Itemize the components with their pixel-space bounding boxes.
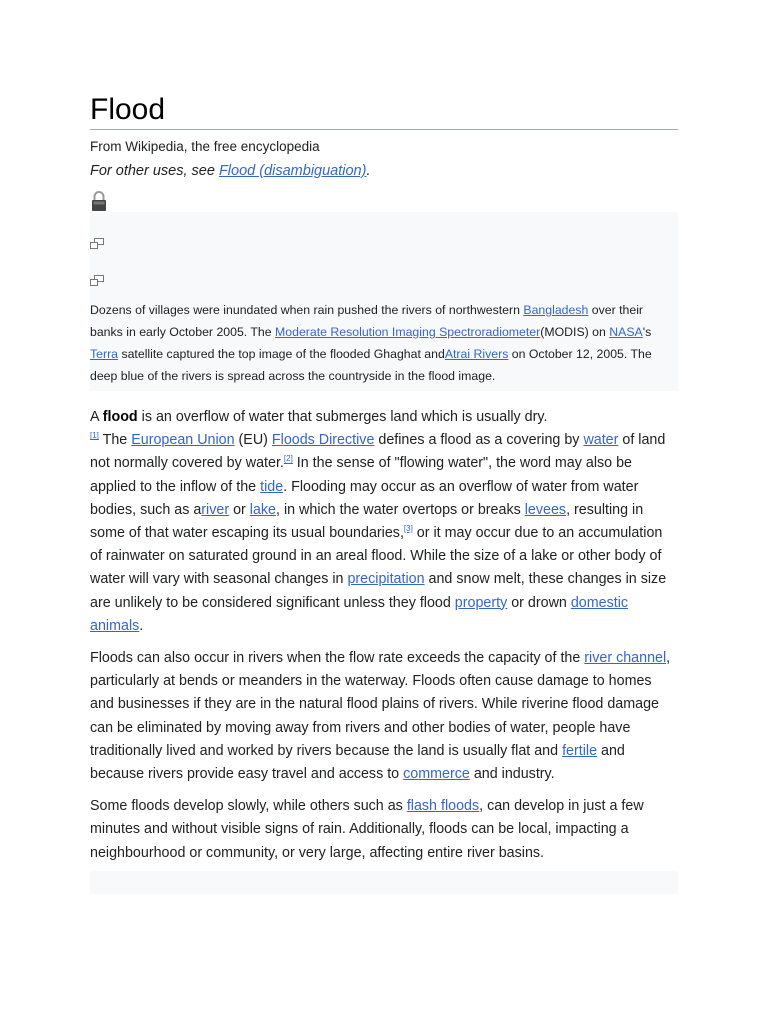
text: , can develop in just a few minutes and without visible signs of rain. Additionally, floods can be local, impacting a neighbourhood or community, or very large, affecting entire river basins. (90, 798, 644, 861)
text: Some floods develop slowly, while others such as (90, 798, 407, 815)
text: In the sense of "flowing water", the word may also be applied to the inflow of the (90, 455, 632, 495)
nasa-link[interactable]: NASA (609, 325, 643, 339)
disambiguation-link[interactable]: Flood (disambiguation) (218, 163, 367, 179)
paragraph-flash-floods (90, 795, 678, 865)
property-link[interactable]: property (454, 594, 508, 611)
paragraph-intro (90, 406, 678, 638)
text: and industry. (469, 766, 555, 783)
text: of land not normally covered by water. (90, 432, 666, 472)
domestic-animals-link[interactable]: domestic animals (90, 594, 629, 634)
modis-link[interactable]: Moderate Resolution Imaging Spectroradiometer (275, 325, 541, 339)
text: or it may occur due to an accumulation of rainwater on saturated ground in an areal flood. While the size of a lake or other body of water will vary with seasonal changes in (90, 525, 663, 588)
thumb-enlarge-1[interactable] (90, 238, 678, 250)
reference-2[interactable]: [2] (283, 454, 293, 464)
text: or drown (507, 594, 571, 611)
enlarge-icon (90, 238, 678, 249)
lake-link[interactable]: lake (249, 501, 276, 518)
atrai-rivers-link[interactable]: Atrai Rivers (444, 347, 509, 361)
caption-text: 's (642, 325, 652, 339)
page-title: Flood (90, 92, 678, 130)
text: Floods can also occur in rivers when the flow rate exceeds the capacity of the (90, 650, 585, 667)
paragraph-rivers (90, 647, 678, 786)
text: and because rivers provide easy travel and access to (90, 742, 625, 783)
text: (EU) (234, 432, 272, 449)
commerce-link[interactable]: commerce (403, 766, 470, 783)
text: or (229, 501, 250, 518)
site-tagline: From Wikipedia, the free encyclopedia (90, 139, 320, 154)
hatnote-suffix: . (366, 163, 371, 179)
water-link[interactable]: water (583, 432, 619, 449)
european-union-link[interactable]: European Union (131, 432, 235, 449)
caption-text: Dozens of villages were inundated when rain pushed the rivers of northwestern (90, 303, 524, 317)
text: defines a flood as a covering by (374, 432, 584, 449)
river-link[interactable]: river (201, 501, 230, 518)
next-section-box (90, 871, 678, 894)
text: . Flooding may occur as an overflow of water from water bodies, such as a (90, 478, 639, 518)
precipitation-link[interactable]: precipitation (347, 571, 425, 588)
article-content (90, 92, 678, 894)
caption-text: on October 12, 2005. The deep blue of the rivers is spread across the countryside in the flood image. (90, 347, 652, 383)
caption-text: over their banks in early October 2005. The (90, 303, 644, 339)
bangladesh-link[interactable]: Bangladesh (523, 303, 589, 317)
thumb-enlarge-2[interactable] (90, 275, 678, 287)
figure-caption (90, 299, 678, 387)
padlock-icon (90, 190, 678, 212)
hatnote (90, 161, 678, 181)
reference-1[interactable]: [1] (90, 431, 99, 441)
text: A (90, 409, 103, 425)
flash-floods-link[interactable]: flash floods (406, 798, 480, 815)
text: . (139, 617, 144, 634)
text: The (98, 432, 132, 449)
protection-lock[interactable] (90, 190, 678, 212)
text: and snow melt, these changes in size are unlikely to be considered significant unless they flood (90, 571, 667, 611)
tide-link[interactable]: tide (260, 478, 284, 495)
text: , particularly at bends or meanders in the waterway. Floods often cause damage to homes and businesses if they are in the natural flood plains of rivers. While riverine flood damage can be eliminated by moving away from rivers and other bodies of water, people have traditionally lived and worked by rivers because the land is usually flat and (90, 650, 671, 759)
image-figure (90, 212, 678, 391)
text: , resulting in some of that water escaping its usual boundaries, (90, 501, 644, 542)
text: is an overflow of water that submerges land which is usually dry. (137, 409, 548, 425)
levees-link[interactable]: levees (524, 501, 567, 518)
caption-text: satellite captured the top image of the flooded Ghaghat and (118, 347, 445, 361)
terra-link[interactable]: Terra (90, 347, 119, 361)
fertile-link[interactable]: fertile (562, 742, 598, 759)
enlarge-icon (90, 275, 678, 286)
text: , in which the water overtops or breaks (276, 501, 525, 518)
floods-directive-link[interactable]: Floods Directive (271, 432, 375, 449)
caption-text: (MODIS) on (540, 325, 610, 339)
bold-term: flood (102, 409, 138, 425)
reference-3[interactable]: [3] (403, 524, 413, 534)
hatnote-prefix: For other uses, see (90, 163, 219, 179)
river-channel-link[interactable]: river channel (584, 650, 667, 667)
